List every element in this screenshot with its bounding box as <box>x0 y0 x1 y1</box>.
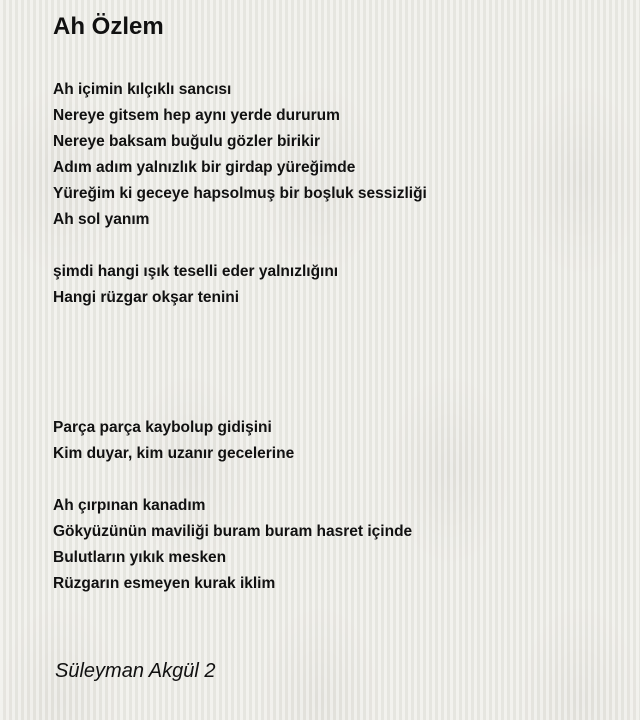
poem-line: Nereye gitsem hep aynı yerde dururum <box>53 107 340 124</box>
stanza-break <box>53 233 613 259</box>
poem-line: Nereye baksam buğulu gözler birikir <box>53 133 321 150</box>
stanza-break <box>53 389 613 415</box>
stanza-break <box>53 311 613 337</box>
poem-line: Ah çırpınan kanadım <box>53 497 206 514</box>
poem-line: Yüreğim ki geceye hapsolmuş bir boşluk sessizliği <box>53 185 427 202</box>
poem-line: Kim duyar, kim uzanır gecelerine <box>53 445 295 462</box>
poem-line: Parça parça kaybolup gidişini <box>53 419 272 436</box>
poem-line: Adım adım yalnızlık bir girdap yüreğimde <box>53 159 356 176</box>
stanza-break <box>53 337 613 363</box>
stanza-break <box>53 363 613 389</box>
poem-line: Ah sol yanım <box>53 211 150 228</box>
poem-body <box>53 77 613 597</box>
poem-line: Gökyüzünün maviliği buram buram hasret içinde <box>53 523 413 540</box>
poem-author: Süleyman Akgül 2 <box>55 660 216 682</box>
poem-line: Hangi rüzgar okşar tenini <box>53 289 240 306</box>
poem-line: Rüzgarın esmeyen kurak iklim <box>53 575 276 592</box>
stanza-break <box>53 467 613 493</box>
poem-line: Ah içimin kılçıklı sancısı <box>53 81 232 98</box>
poem-line: Bulutların yıkık mesken <box>53 549 227 566</box>
poem-line: şimdi hangi ışık teselli eder yalnızlığını <box>53 263 339 280</box>
poem-title: Ah Özlem <box>53 13 164 40</box>
